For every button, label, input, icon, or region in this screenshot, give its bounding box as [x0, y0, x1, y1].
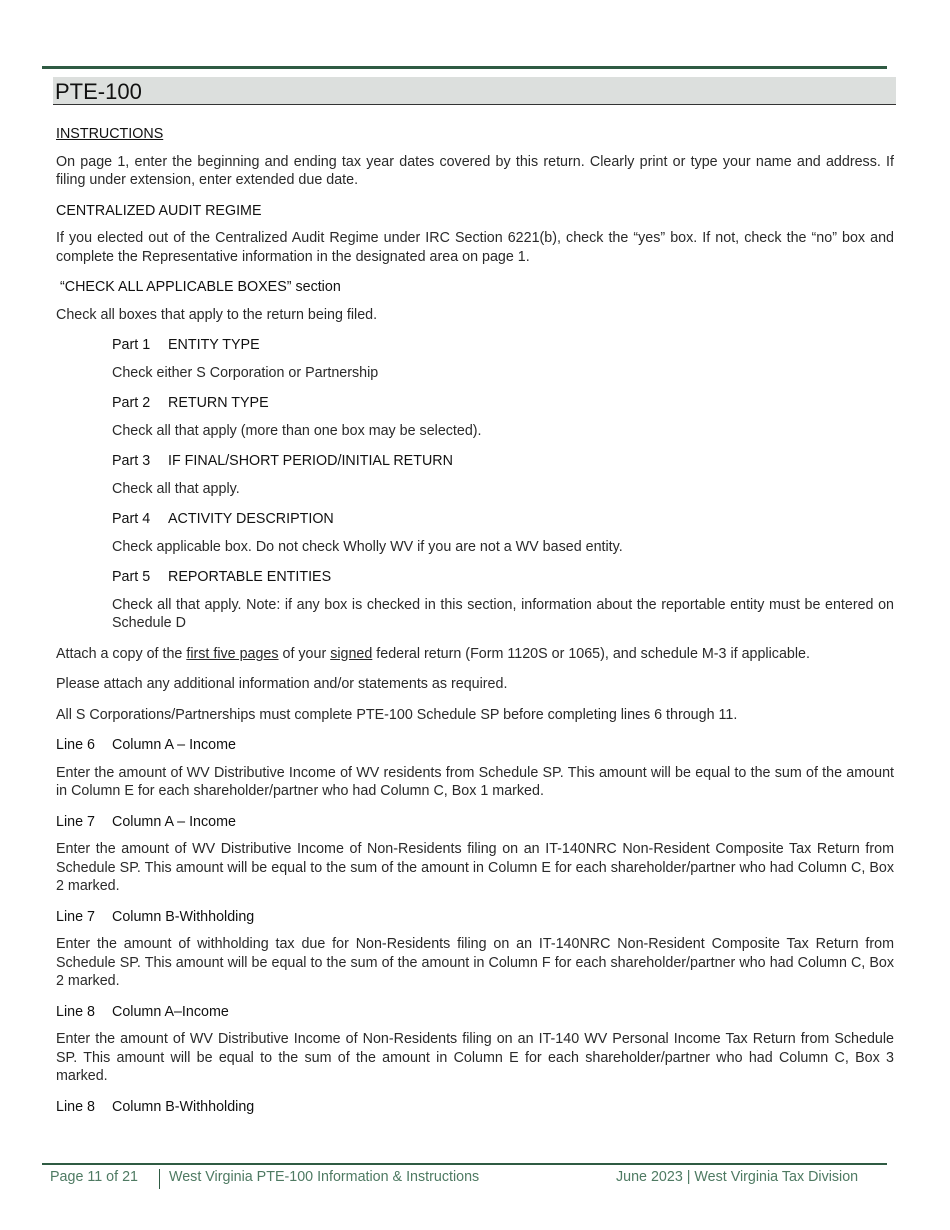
- part-title: ENTITY TYPE: [168, 337, 260, 353]
- instructions-heading: INSTRUCTIONS: [56, 126, 164, 142]
- part-number: Part 2: [112, 395, 151, 411]
- part-text: Check applicable box. Do not check Wholly WV if you are not a WV based entity.: [112, 538, 623, 555]
- line-title: Column A–Income: [112, 1003, 229, 1020]
- line-number: Line 7: [56, 813, 95, 830]
- part-text: Check all that apply (more than one box may be selected).: [112, 422, 482, 439]
- audit-text: If you elected out of the Centralized Audit Regime under IRC Section 6221(b), check the “yes” box. If not, check the “no” box and complete the Representative information in the designated area on page 1.: [56, 230, 894, 265]
- line-number: Line 8: [56, 1098, 95, 1115]
- line-title: Column B-Withholding: [112, 908, 255, 925]
- line-text: Enter the amount of WV Distributive Income of WV residents from Schedule SP. This amount will be equal to the sum of the amount in Column E for each shareholder/partner who had Column C, Box 1 marked.: [56, 764, 894, 799]
- line-text: Enter the amount of WV Distributive Income of Non-Residents filing on an IT-140NRC Non-Resident Composite Tax Return from Schedule SP. This amount will be equal to the sum of the amount in Column E for each shareholder/partner who had Column C, Box 2 marked.: [56, 841, 894, 894]
- document-body: [56, 125, 894, 1125]
- additional-text: Please attach any additional information and/or statements as required.: [56, 676, 508, 692]
- attach-pre: Attach a copy of the: [56, 645, 187, 662]
- form-title-bar: [53, 77, 896, 105]
- line-8-withholding: [56, 1098, 894, 1117]
- line-number: Line 8: [56, 1003, 95, 1020]
- part-number: Part 3: [112, 453, 151, 469]
- line-number: Line 7: [56, 908, 95, 925]
- first-five-pages-link: first five pages: [186, 645, 279, 662]
- line-8-income: [56, 1003, 894, 1086]
- part-2: [112, 394, 894, 440]
- line-7-income: [56, 813, 894, 896]
- part-number: Part 5: [112, 569, 151, 585]
- part-5: [112, 568, 894, 633]
- part-title: REPORTABLE ENTITIES: [168, 569, 332, 585]
- part-title: ACTIVITY DESCRIPTION: [168, 511, 334, 527]
- line-text: Enter the amount of withholding tax due for Non-Residents filing on an IT-140NRC Non-Resident Composite Tax Return from Schedule SP. This amount will be equal to the sum of the amount in Column F for each shareholder/partner who had Column C, Box 2 marked.: [56, 936, 894, 989]
- line-title: Column A – Income: [112, 813, 236, 830]
- part-text: Check either S Corporation or Partnership: [112, 364, 379, 381]
- footer-rule: [42, 1163, 887, 1165]
- part-title: IF FINAL/SHORT PERIOD/INITIAL RETURN: [168, 453, 453, 469]
- attach-mid: of your: [278, 645, 331, 662]
- attach-post: federal return (Form 1120S or 1065), and schedule M-3 if applicable.: [372, 645, 810, 662]
- footer-separator: [159, 1169, 160, 1189]
- footer-page-number: Page 11 of 21: [50, 1169, 138, 1185]
- part-1: [112, 336, 894, 382]
- boxes-heading: “CHECK ALL APPLICABLE BOXES” section: [60, 279, 341, 295]
- line-number: Line 6: [56, 737, 95, 753]
- footer-document-title: West Virginia PTE-100 Information & Instructions: [169, 1169, 480, 1185]
- form-title: PTE-100: [55, 79, 142, 104]
- part-3: [112, 452, 894, 498]
- schedule-sp-text: All S Corporations/Partnerships must complete PTE-100 Schedule SP before completing lines 6 through 11.: [56, 706, 738, 723]
- top-rule: [42, 66, 887, 69]
- audit-heading: CENTRALIZED AUDIT REGIME: [56, 202, 262, 219]
- signed-link: signed: [330, 645, 373, 662]
- part-number: Part 1: [112, 337, 151, 353]
- line-text: Enter the amount of WV Distributive Income of Non-Residents filing on an IT-140 WV Personal Income Tax Return from Schedule SP. This amount will be equal to the sum of the amount in Column E for each shareholder/partner who had Column C, Box 3 marked.: [56, 1031, 894, 1084]
- line-6-income: [56, 736, 894, 801]
- line-title: Column A – Income: [112, 737, 236, 753]
- attach-text: [56, 645, 894, 664]
- line-7-withholding: [56, 908, 894, 991]
- part-text: Check all that apply.: [112, 480, 240, 497]
- part-title: RETURN TYPE: [168, 395, 269, 411]
- part-number: Part 4: [112, 511, 151, 527]
- footer-date-division: June 2023 | West Virginia Tax Division: [616, 1169, 859, 1185]
- instructions-text: On page 1, enter the beginning and ending tax year dates covered by this return. Clearly print or type your name and address. If filing under extension, enter extended due date.: [56, 153, 894, 188]
- part-text: Check all that apply. Note: if any box is checked in this section, information about the reportable entity must be entered on Schedule D: [112, 596, 894, 631]
- part-4: [112, 510, 894, 556]
- line-title: Column B-Withholding: [112, 1098, 255, 1115]
- boxes-text: Check all boxes that apply to the return being filed.: [56, 306, 378, 323]
